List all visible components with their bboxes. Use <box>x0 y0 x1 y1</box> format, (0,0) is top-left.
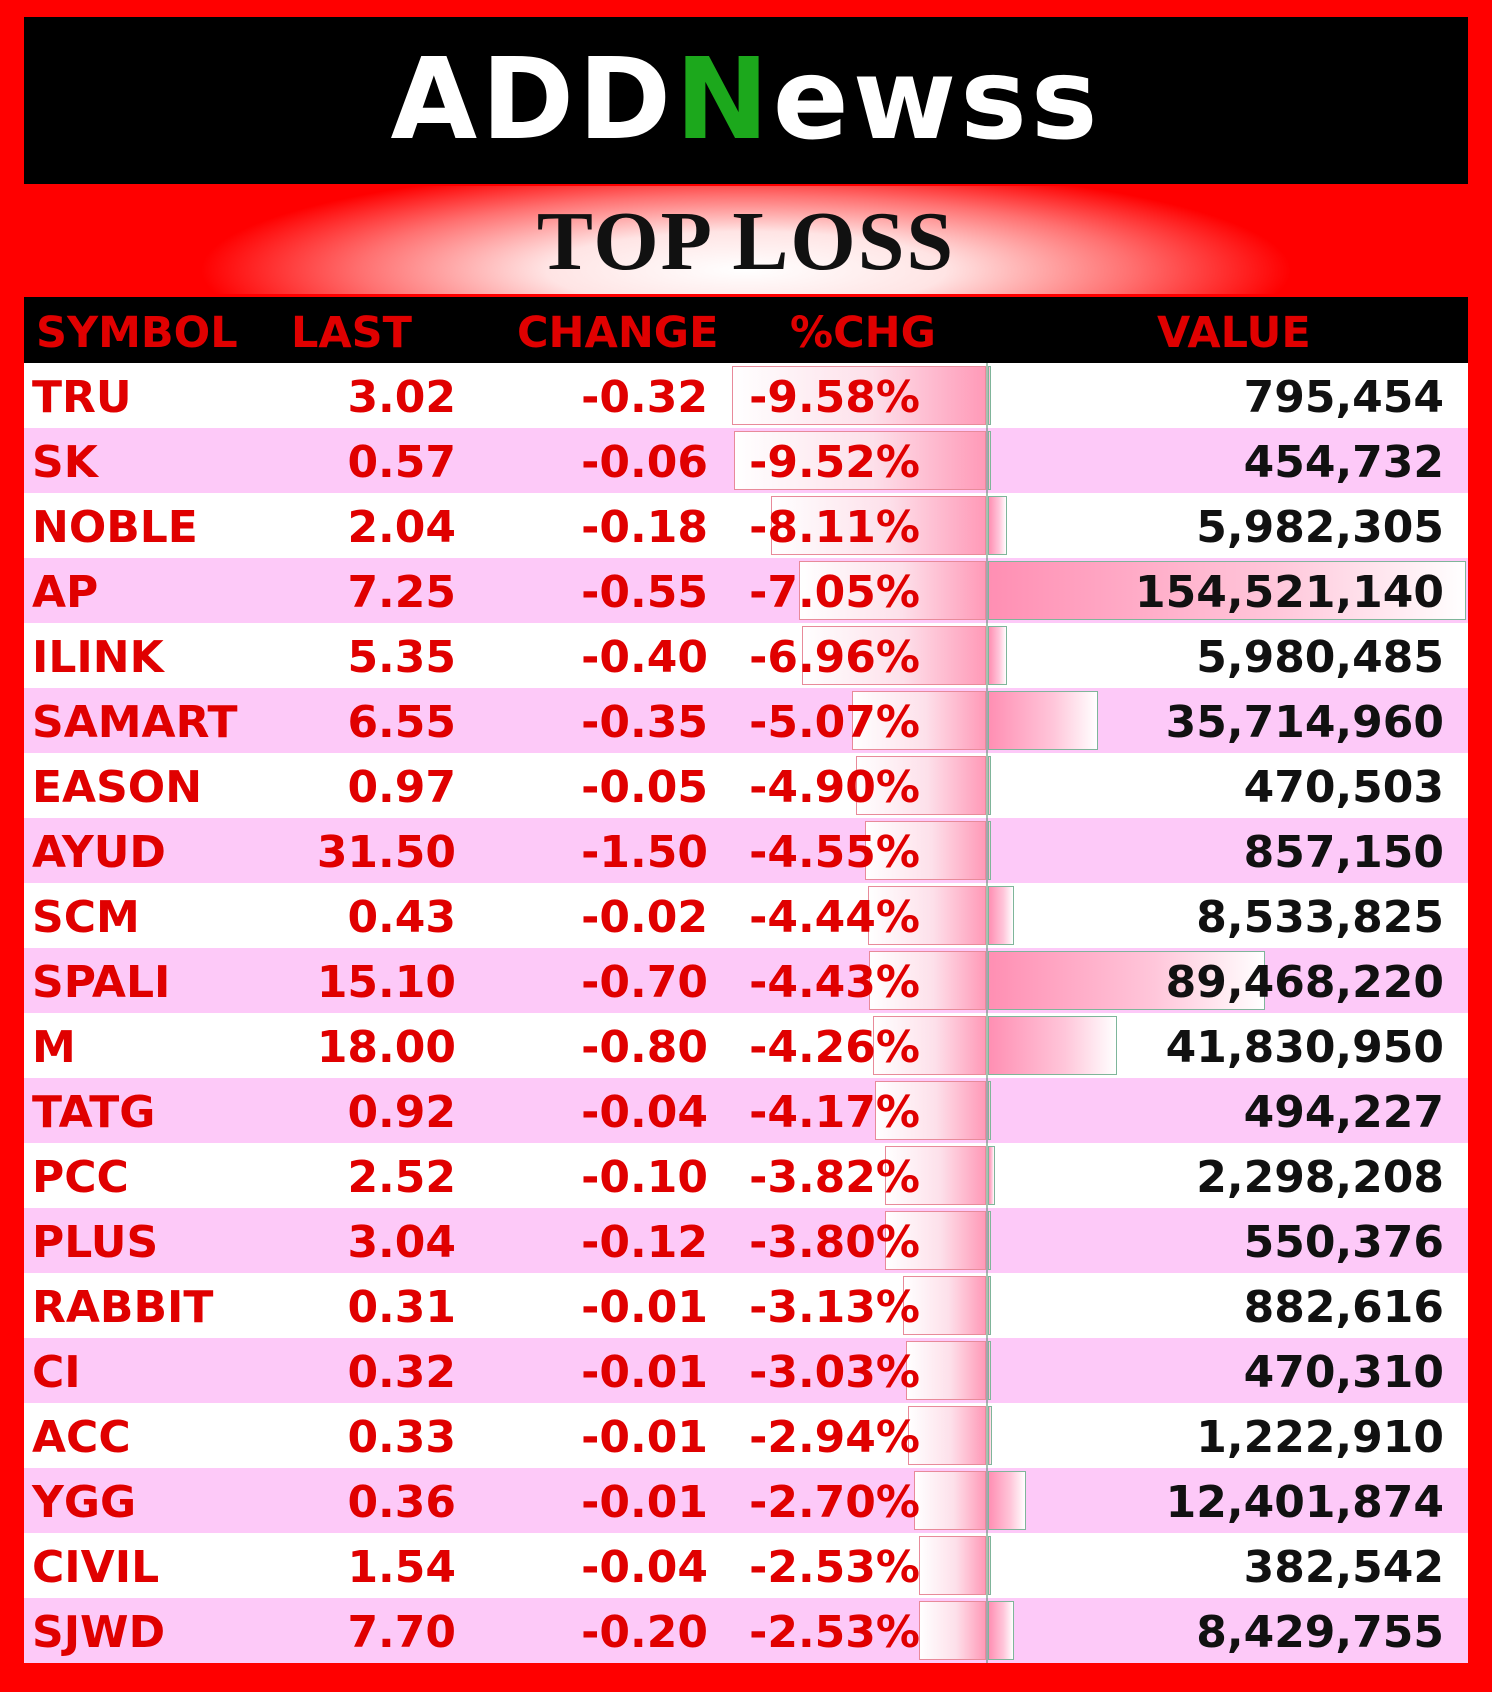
value-cell: 8,429,755 <box>1196 1607 1444 1658</box>
value-bar <box>988 821 991 880</box>
value-cell: 5,980,485 <box>1196 632 1444 683</box>
bar-axis <box>986 363 988 1663</box>
symbol-cell: TRU <box>32 372 132 423</box>
table-row <box>24 363 1468 428</box>
last-cell: 6.55 <box>347 697 456 748</box>
value-cell: 470,310 <box>1243 1347 1444 1398</box>
change-cell: -0.18 <box>581 502 708 553</box>
last-cell: 0.43 <box>347 892 456 943</box>
change-cell: -0.01 <box>581 1347 708 1398</box>
last-cell: 1.54 <box>347 1542 456 1593</box>
symbol-cell: RABBIT <box>32 1282 214 1333</box>
value-bar <box>988 1471 1026 1530</box>
top-loss-table <box>24 297 1468 1663</box>
change-cell: -0.01 <box>581 1412 708 1463</box>
header-last: LAST <box>291 308 412 358</box>
symbol-cell: PCC <box>32 1152 129 1203</box>
value-cell: 41,830,950 <box>1165 1022 1444 1073</box>
value-cell: 12,401,874 <box>1165 1477 1444 1528</box>
table-row <box>24 753 1468 818</box>
pct-cell: -2.94% <box>749 1412 920 1463</box>
value-cell: 795,454 <box>1243 372 1444 423</box>
last-cell: 0.97 <box>347 762 456 813</box>
value-bar <box>988 1536 991 1595</box>
last-cell: 0.57 <box>347 437 456 488</box>
value-bar <box>988 1601 1014 1660</box>
last-cell: 0.92 <box>347 1087 456 1138</box>
header-value: VALUE <box>1157 308 1311 358</box>
change-cell: -0.04 <box>581 1087 708 1138</box>
last-cell: 0.31 <box>347 1282 456 1333</box>
table-row <box>24 1143 1468 1208</box>
value-bar <box>988 756 991 815</box>
value-cell: 2,298,208 <box>1196 1152 1444 1203</box>
last-cell: 3.04 <box>347 1217 456 1268</box>
table-row <box>24 948 1468 1013</box>
value-bar <box>988 496 1007 555</box>
symbol-cell: M <box>32 1022 76 1073</box>
symbol-cell: SCM <box>32 892 140 943</box>
pct-bar <box>919 1536 986 1595</box>
pct-cell: -3.82% <box>749 1152 920 1203</box>
value-cell: 470,503 <box>1243 762 1444 813</box>
logo-part-3: ewss <box>772 35 1102 165</box>
symbol-cell: SAMART <box>32 697 238 748</box>
pct-bar <box>919 1601 986 1660</box>
table-row <box>24 1208 1468 1273</box>
value-cell: 857,150 <box>1243 827 1444 878</box>
table-row <box>24 1533 1468 1598</box>
change-cell: -0.20 <box>581 1607 708 1658</box>
symbol-cell: SJWD <box>32 1607 166 1658</box>
last-cell: 3.02 <box>347 372 456 423</box>
value-bar <box>988 1341 991 1400</box>
value-cell: 8,533,825 <box>1196 892 1444 943</box>
change-cell: -0.04 <box>581 1542 708 1593</box>
value-bar <box>988 1276 991 1335</box>
change-cell: -0.70 <box>581 957 708 1008</box>
pct-cell: -4.43% <box>749 957 920 1008</box>
last-cell: 31.50 <box>316 827 456 878</box>
last-cell: 7.70 <box>347 1607 456 1658</box>
change-cell: -0.12 <box>581 1217 708 1268</box>
table-row <box>24 493 1468 558</box>
value-cell: 35,714,960 <box>1165 697 1444 748</box>
pct-cell: -4.90% <box>749 762 920 813</box>
value-cell: 154,521,140 <box>1135 567 1444 618</box>
value-cell: 454,732 <box>1243 437 1444 488</box>
value-bar <box>988 1211 991 1270</box>
table-row <box>24 1078 1468 1143</box>
symbol-cell: SK <box>32 437 98 488</box>
change-cell: -0.55 <box>581 567 708 618</box>
change-cell: -0.01 <box>581 1477 708 1528</box>
brand-logo <box>24 17 1468 184</box>
change-cell: -0.06 <box>581 437 708 488</box>
change-cell: -0.05 <box>581 762 708 813</box>
header-pct: %CHG <box>790 308 936 358</box>
pct-cell: -2.53% <box>749 1607 920 1658</box>
change-cell: -0.80 <box>581 1022 708 1073</box>
title-band <box>24 186 1468 294</box>
change-cell: -0.10 <box>581 1152 708 1203</box>
change-cell: -0.35 <box>581 697 708 748</box>
value-cell: 1,222,910 <box>1196 1412 1444 1463</box>
value-bar <box>988 886 1014 945</box>
pct-cell: -9.58% <box>749 372 920 423</box>
value-bar <box>988 626 1007 685</box>
symbol-cell: AP <box>32 567 99 618</box>
value-cell: 494,227 <box>1243 1087 1444 1138</box>
pct-cell: -8.11% <box>749 502 920 553</box>
page-title: TOP LOSS <box>536 195 956 288</box>
value-bar <box>988 1081 991 1140</box>
last-cell: 0.32 <box>347 1347 456 1398</box>
value-cell: 882,616 <box>1243 1282 1444 1333</box>
value-bar <box>988 1146 995 1205</box>
symbol-cell: CIVIL <box>32 1542 160 1593</box>
pct-cell: -4.55% <box>749 827 920 878</box>
pct-cell: -2.53% <box>749 1542 920 1593</box>
symbol-cell: ACC <box>32 1412 131 1463</box>
symbol-cell: ILINK <box>32 632 164 683</box>
change-cell: -0.40 <box>581 632 708 683</box>
pct-cell: -4.26% <box>749 1022 920 1073</box>
symbol-cell: EASON <box>32 762 203 813</box>
logo-part-1: ADD <box>390 35 676 165</box>
value-bar <box>988 1406 992 1465</box>
value-bar <box>988 1016 1117 1075</box>
header-symbol: SYMBOL <box>36 308 238 358</box>
last-cell: 7.25 <box>347 567 456 618</box>
pct-cell: -3.03% <box>749 1347 920 1398</box>
last-cell: 0.36 <box>347 1477 456 1528</box>
pct-cell: -4.17% <box>749 1087 920 1138</box>
change-cell: -0.01 <box>581 1282 708 1333</box>
pct-cell: -6.96% <box>749 632 920 683</box>
pct-cell: -2.70% <box>749 1477 920 1528</box>
symbol-cell: PLUS <box>32 1217 159 1268</box>
pct-cell: -9.52% <box>749 437 920 488</box>
symbol-cell: NOBLE <box>32 502 198 553</box>
last-cell: 2.04 <box>347 502 456 553</box>
table-row <box>24 1468 1468 1533</box>
value-cell: 382,542 <box>1243 1542 1444 1593</box>
table-header <box>24 297 1468 363</box>
pct-cell: -3.13% <box>749 1282 920 1333</box>
table-row <box>24 558 1468 623</box>
pct-cell: -3.80% <box>749 1217 920 1268</box>
last-cell: 5.35 <box>347 632 456 683</box>
value-cell: 5,982,305 <box>1196 502 1444 553</box>
table-row <box>24 1013 1468 1078</box>
change-cell: -0.32 <box>581 372 708 423</box>
table-row <box>24 1598 1468 1663</box>
table-row <box>24 883 1468 948</box>
pct-cell: -5.07% <box>749 697 920 748</box>
pct-cell: -7.05% <box>749 567 920 618</box>
last-cell: 18.00 <box>316 1022 456 1073</box>
table-row <box>24 818 1468 883</box>
symbol-cell: AYUD <box>32 827 166 878</box>
last-cell: 15.10 <box>316 957 456 1008</box>
value-bar <box>988 431 991 490</box>
last-cell: 2.52 <box>347 1152 456 1203</box>
table-row <box>24 1338 1468 1403</box>
change-cell: -1.50 <box>581 827 708 878</box>
table-row <box>24 688 1468 753</box>
table-row <box>24 1273 1468 1338</box>
table-row <box>24 428 1468 493</box>
value-bar <box>988 366 991 425</box>
symbol-cell: TATG <box>32 1087 156 1138</box>
header-change: CHANGE <box>517 308 719 358</box>
symbol-cell: SPALI <box>32 957 171 1008</box>
pct-cell: -4.44% <box>749 892 920 943</box>
value-bar <box>988 691 1098 750</box>
change-cell: -0.02 <box>581 892 708 943</box>
logo-bar <box>24 17 1468 184</box>
table-row <box>24 623 1468 688</box>
logo-part-2: N <box>675 35 773 165</box>
value-cell: 89,468,220 <box>1165 957 1444 1008</box>
symbol-cell: YGG <box>32 1477 137 1528</box>
last-cell: 0.33 <box>347 1412 456 1463</box>
pct-bar <box>914 1471 986 1530</box>
value-cell: 550,376 <box>1243 1217 1444 1268</box>
symbol-cell: CI <box>32 1347 81 1398</box>
table-row <box>24 1403 1468 1468</box>
